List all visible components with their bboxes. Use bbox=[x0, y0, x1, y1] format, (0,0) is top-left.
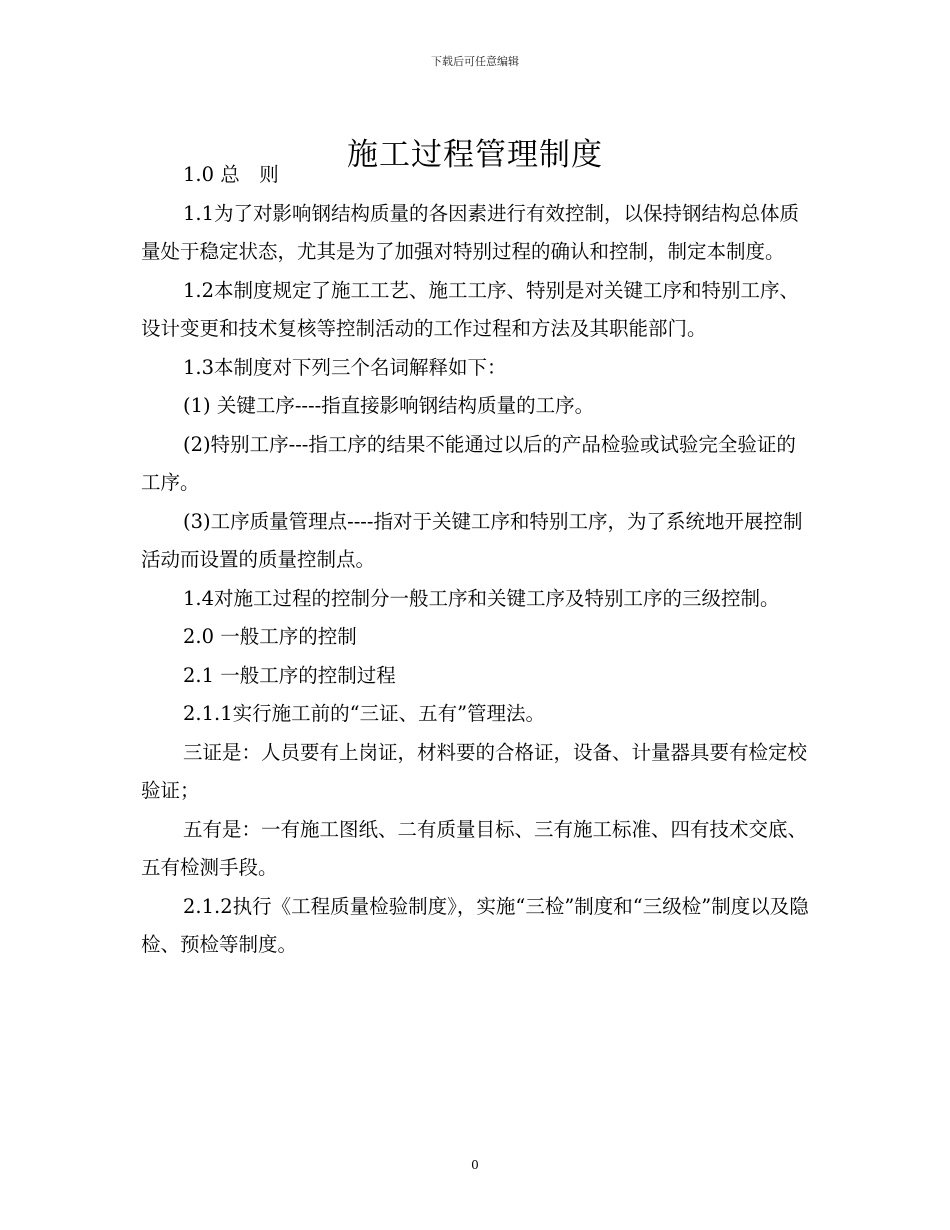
section-heading-2-0: 2.0 一般工序的控制 bbox=[183, 625, 357, 648]
section-heading-1-0: 1.0 总 则 bbox=[183, 163, 279, 186]
paragraph-1-4: 1.4对施工过程的控制分一般工序和关键工序及特别工序的三级控制。 bbox=[183, 586, 780, 610]
section-heading-2-1: 2.1 一般工序的控制过程 bbox=[183, 663, 396, 687]
paragraph-1-1: 1.1为了对影响钢结构质量的各因素进行有效控制，以保持钢结构总体质量处于稳定状态，尤其是为了加强对特别过程的确认和控制，制定本制度。 bbox=[141, 201, 800, 263]
paragraph-1-2: 1.2本制度规定了施工工艺、施工工序、特别是对关键工序和特别工序、设计变更和技术复核等控制活动的工作过程和方法及其职能部门。 bbox=[141, 278, 800, 340]
page-number: 0 bbox=[471, 1158, 479, 1172]
definition-quality-control-point: (3)工序质量管理点----指对于关键工序和特别工序，为了系统地开展控制活动而设置的质量控制点。 bbox=[141, 509, 803, 571]
paragraph-2-1-1: 2.1.1实行施工前的“三证、五有”管理法。 bbox=[183, 702, 546, 725]
document-title: 施工过程管理制度 bbox=[347, 136, 603, 173]
paragraph-three-certificates: 三证是：人员要有上岗证，材料要的合格证，设备、计量器具要有检定校验证； bbox=[141, 740, 808, 802]
paragraph-2-1-2: 2.1.2执行《工程质量检验制度》，实施“三检”制度和“三级检”制度以及隐检、预检等制度。 bbox=[141, 894, 809, 956]
definition-special-process: (2)特别工序---指工序的结果不能通过以后的产品检验或试验完全验证的工序。 bbox=[141, 432, 796, 494]
definition-key-process: (1) 关键工序----指直接影响钢结构质量的工序。 bbox=[183, 394, 595, 417]
document-body bbox=[141, 156, 811, 965]
paragraph-five-haves: 五有是：一有施工图纸、二有质量目标、三有施工标准、四有技术交底、五有检测手段。 bbox=[141, 817, 808, 879]
paragraph-1-3: 1.3本制度对下列三个名词解释如下： bbox=[183, 355, 507, 379]
page-header: 下载后可任意编辑 bbox=[431, 55, 519, 68]
